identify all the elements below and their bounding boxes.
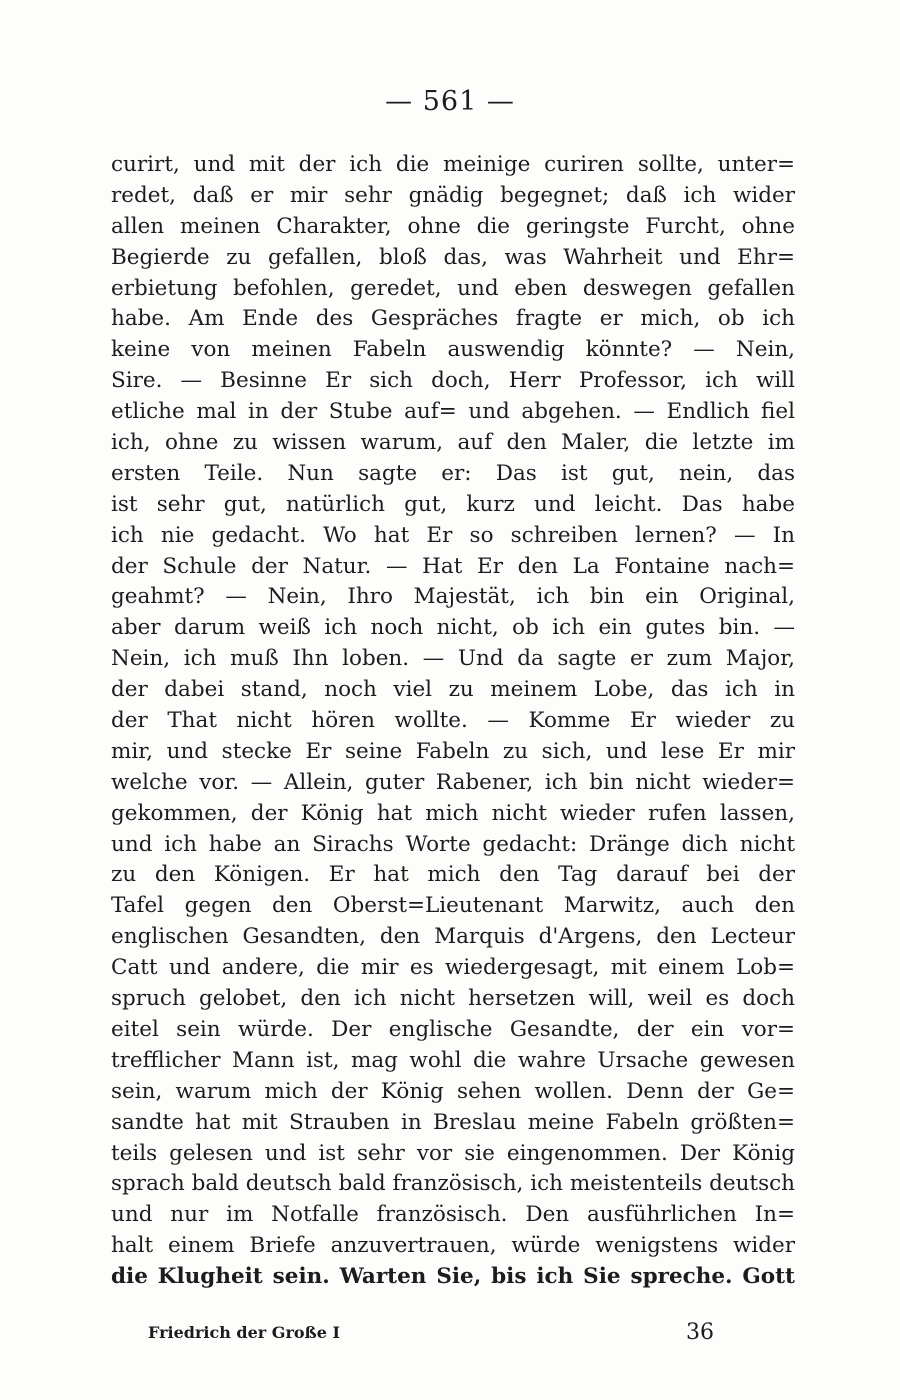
text-line: ist sehr gut, natürlich gut, kurz und leicht. Das habe: [111, 491, 795, 517]
page-number: — 561 —: [385, 86, 515, 117]
text-line: sein, warum mich der König sehen wollen. Denn der Ge=: [111, 1078, 795, 1104]
book-title: Friedrich der Große I: [148, 1323, 340, 1342]
text-line: ich, ohne zu wissen warum, auf den Maler, die letzte im: [111, 430, 795, 456]
text-line: sandte hat mit Strauben in Breslau meine Fabeln größten=: [111, 1109, 795, 1135]
text-line: curirt, und mit der ich die meinige curiren sollte, unter=: [111, 152, 795, 177]
text-line: geahmt? — Nein, Ihro Majestät, ich bin ein Original,: [111, 584, 795, 610]
text-line: und nur im Notfalle französisch. Den ausführlichen In=: [111, 1202, 795, 1228]
text-line: sprach bald deutsch bald französisch, ich meistenteils deutsch: [111, 1171, 795, 1197]
text-line: zu den Königen. Er hat mich den Tag darauf bei der: [111, 862, 795, 888]
text-line: Catt und andere, die mir es wiedergesagt, mit einem Lob=: [111, 955, 795, 981]
text-line: Tafel gegen den Oberst=Lieutenant Marwitz, auch den: [111, 893, 795, 919]
text-line: ich nie gedacht. Wo hat Er so schreiben lernen? — In: [111, 522, 795, 548]
text-line: der Schule der Natur. — Hat Er den La Fontaine nach=: [111, 553, 795, 579]
text-line: gekommen, der König hat mich nicht wieder rufen lassen,: [111, 800, 795, 826]
text-line: halt einem Briefe anzuvertrauen, würde wenigstens wider: [111, 1233, 795, 1259]
text-line: redet, daß er mir sehr gnädig begegnet; daß ich wider: [111, 182, 795, 208]
text-line: erbietung befohlen, geredet, und eben deswegen gefallen: [111, 275, 795, 301]
text-line: Sire. — Besinne Er sich doch, Herr Professor, ich will: [111, 368, 795, 394]
page-footer: [148, 1318, 714, 1348]
text-line: spruch gelobet, den ich nicht hersetzen will, weil es doch: [111, 986, 795, 1012]
text-line: englischen Gesandten, den Marquis d'Argens, den Lecteur: [111, 924, 795, 950]
text-line: der dabei stand, noch viel zu meinem Lobe, das ich in: [111, 677, 795, 703]
text-line: trefflicher Mann ist, mag wohl die wahre Ursache gewesen: [111, 1047, 795, 1073]
text-line: mir, und stecke Er seine Fabeln zu sich, und lese Er mir: [111, 738, 795, 764]
text-line: etliche mal in der Stube auf= und abgehen. — Endlich fiel: [111, 399, 795, 425]
text-line: aber darum weiß ich noch nicht, ob ich ein gutes bin. —: [111, 615, 795, 641]
body-text: [111, 150, 795, 1293]
text-line: eitel sein würde. Der englische Gesandte, der ein vor=: [111, 1016, 795, 1042]
text-line: und ich habe an Sirachs Worte gedacht: Dränge dich nicht: [111, 831, 795, 857]
text-line: welche vor. — Allein, guter Rabener, ich bin nicht wieder=: [111, 769, 795, 795]
text-line: keine von meinen Fabeln auswendig könnte? — Nein,: [111, 337, 795, 363]
text-line: allen meinen Charakter, ohne die geringste Furcht, ohne: [111, 213, 795, 239]
text-line: die Klugheit sein. Warten Sie, bis ich Sie spreche. Gott: [111, 1264, 795, 1290]
text-line: der That nicht hören wollte. — Komme Er wieder zu: [111, 708, 795, 734]
signature-mark: 36: [686, 1320, 714, 1345]
text-line: ersten Teile. Nun sagte er: Das ist gut, nein, das: [111, 460, 795, 486]
text-line: teils gelesen und ist sehr vor sie eingenommen. Der König: [111, 1140, 795, 1166]
text-line: Begierde zu gefallen, bloß das, was Wahrheit und Ehr=: [111, 244, 795, 270]
text-line: Nein, ich muß Ihn loben. — Und da sagte er zum Major,: [111, 646, 795, 672]
text-line: habe. Am Ende des Gespräches fragte er mich, ob ich: [111, 306, 795, 332]
